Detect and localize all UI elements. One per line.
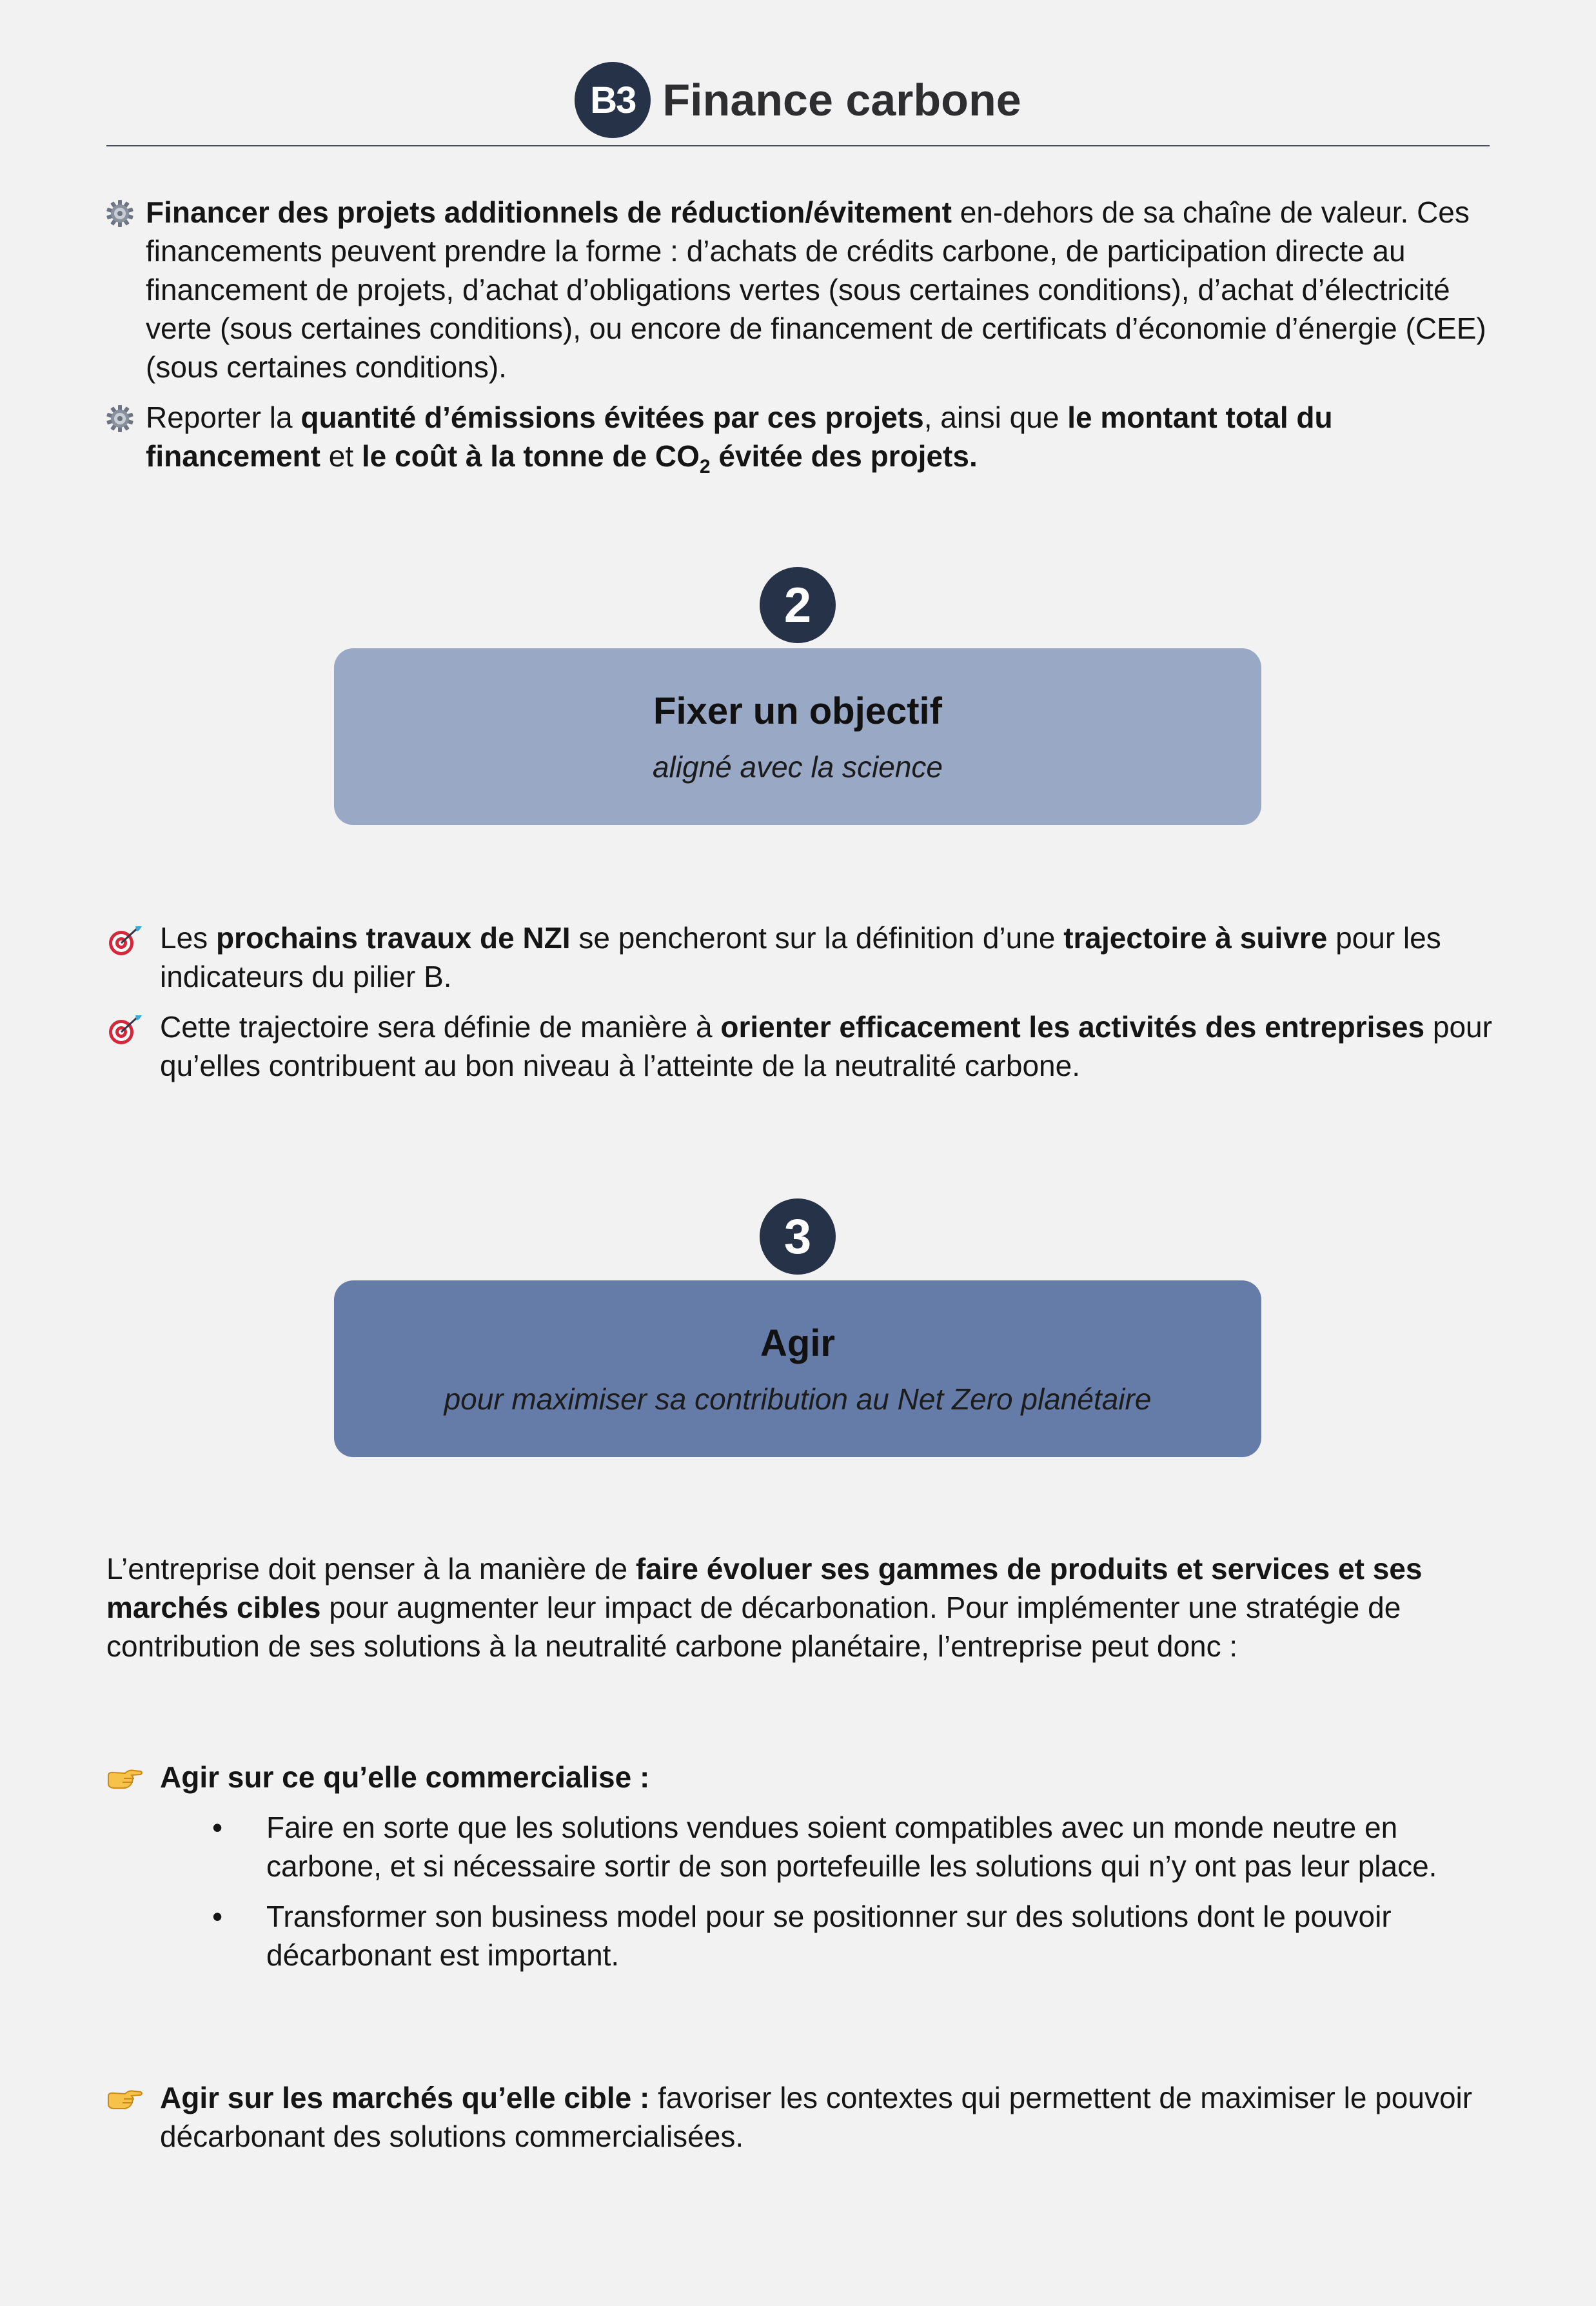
list-item <box>146 193 1493 386</box>
list-item <box>160 919 1495 996</box>
text-segment: , ainsi que <box>923 401 1068 434</box>
text-segment: Cette trajectoire sera définie de manière à <box>160 1010 721 1044</box>
action-2-text <box>160 2081 1472 2153</box>
text-segment: prochains travaux de NZI <box>215 921 571 955</box>
step-3-card <box>334 1280 1261 1457</box>
section-title: Finance carbone <box>662 75 1021 125</box>
text-segment: L’entreprise doit penser à la manière de <box>106 1552 636 1585</box>
header-divider <box>106 145 1490 146</box>
step-2-subtitle: aligné avec la science <box>652 750 943 784</box>
text-segment: quantité d’émissions évitées par ces projets <box>300 401 924 434</box>
action-1 <box>160 1758 1495 1796</box>
list-item <box>146 398 1493 486</box>
gear-icon <box>106 404 134 433</box>
target-icon <box>107 925 143 957</box>
step-3-subtitle: pour maximiser sa contribution au Net Zero planétaire <box>444 1382 1152 1416</box>
section-badge: B3 <box>575 62 651 138</box>
text-segment: favoriser les contextes qui permettent de maximiser le pouvoir décarbonant des solutions commercialisées. <box>160 2081 1473 2153</box>
text-segment: évitée des projets. <box>710 439 978 473</box>
gear-icon <box>106 199 134 228</box>
step-3-number: 3 <box>760 1198 836 1275</box>
step-2-title: Fixer un objectif <box>653 690 942 732</box>
text-segment: pour qu’elles contribuent au bon niveau à l’atteinte de la neutralité carbone. <box>160 1010 1492 1082</box>
intro-paragraph <box>106 1549 1493 1665</box>
text-segment: se pencheront sur la définition d’une <box>570 921 1064 955</box>
pointing-hand-icon <box>106 1767 143 1791</box>
text-segment: 2 <box>699 456 711 478</box>
step-2-card <box>334 648 1261 825</box>
text-segment: orienter efficacement les activités des entreprises <box>720 1010 1425 1044</box>
text-segment: Reporter la <box>146 401 301 434</box>
text-segment: et <box>320 439 362 473</box>
text-segment: le coût à la tonne de CO <box>361 439 700 473</box>
text-segment: en-dehors de sa chaîne de valeur. Ces financements peuvent prendre la forme : d’achats de crédits carbone, de participation directe au financement de projets, d’achat d’obligations vertes (sous certaines conditions), d’achat d’électricité verte (sous certaines conditions), ou encore de financement de certificats d’économie d’énergie (CEE) (sous certaines conditions). <box>146 195 1486 384</box>
list-item <box>160 1008 1495 1085</box>
bullet-dot: • <box>212 1811 223 1844</box>
text-segment: pour augmenter leur impact de décarbonation. Pour implémenter une stratégie de contribution de ses solutions à la neutralité carbone planétaire, l’entreprise peut donc : <box>106 1591 1401 1663</box>
text-segment: pour les indicateurs du pilier B. <box>160 921 1441 993</box>
text-segment: faire évoluer ses gammes de produits et services et ses marchés cibles <box>106 1552 1423 1624</box>
pointing-hand-icon <box>106 2087 143 2112</box>
text-segment: trajectoire à suivre <box>1063 921 1328 955</box>
section-header <box>106 61 1490 146</box>
step-2-number: 2 <box>760 567 836 643</box>
finance-list <box>146 193 1493 498</box>
target-icon <box>107 1014 143 1046</box>
bullet-item <box>212 1808 1495 1885</box>
text-segment: Agir sur les marchés qu’elle cible : <box>160 2081 650 2114</box>
bullet-text: Transformer son business model pour se positionner sur des solutions dont le pouvoir décarbonant est important. <box>266 1900 1392 1972</box>
objective-list <box>160 919 1495 1097</box>
step-3-title: Agir <box>760 1322 835 1364</box>
action-2 <box>160 2078 1495 2156</box>
bullet-dot: • <box>212 1900 223 1933</box>
bullet-item <box>212 1897 1495 1974</box>
text-segment: Financer des projets additionnels de réduction/évitement <box>146 195 952 229</box>
action-1-label: Agir sur ce qu’elle commercialise : <box>160 1760 650 1794</box>
text-segment: le montant total du financement <box>146 401 1333 473</box>
text-segment: Les <box>160 921 216 955</box>
bullet-text: Faire en sorte que les solutions vendues soient compatibles avec un monde neutre en carbone, et si nécessaire sortir de son portefeuille les solutions qui n’y ont pas leur place. <box>266 1811 1437 1883</box>
action-1-bullets <box>212 1808 1495 1986</box>
